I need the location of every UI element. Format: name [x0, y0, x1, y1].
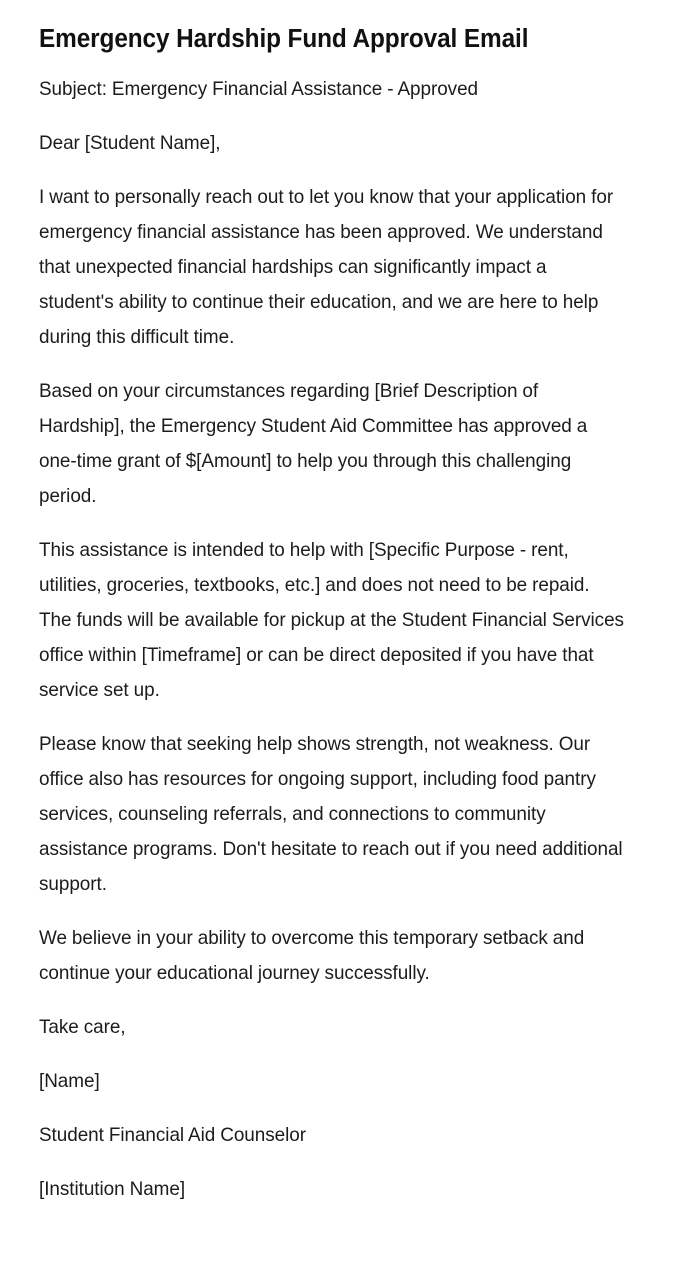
body-paragraph-1: I want to personally reach out to let you know that your application for emergency financial assistance has been approved. We understand that unexpected financial hardships can significantly impact a student's ability to continue their education, and we are here to help during this difficult time.	[39, 186, 614, 348]
signature-name: [Name]	[39, 1070, 100, 1092]
body-paragraph-4: Please know that seeking help shows strength, not weakness. Our office also has resources for ongoing support, including food pantry services, counseling referrals, and connections to community assistance programs. Don't hesitate to reach out if you need additional support.	[39, 733, 623, 895]
page-title: Emergency Hardship Fund Approval Email	[39, 25, 529, 53]
email-closing: Take care,	[39, 1016, 126, 1038]
body-paragraph-3: This assistance is intended to help with [Specific Purpose - rent, utilities, groceries, textbooks, etc.] and does not need to be repaid. The funds will be available for pickup at the Student Financial Services office within [Timeframe] or can be direct deposited if you have that service set up.	[39, 539, 624, 701]
email-subject-line: Subject: Emergency Financial Assistance - Approved	[39, 78, 479, 100]
body-paragraph-2: Based on your circumstances regarding [Brief Description of Hardship], the Emergency Student Aid Committee has approved a one-time grant of $[Amount] to help you through this challenging period.	[39, 380, 588, 507]
email-salutation: Dear [Student Name],	[39, 132, 221, 154]
signature-institution: [Institution Name]	[39, 1178, 186, 1200]
signature-role: Student Financial Aid Counselor	[39, 1124, 306, 1146]
body-paragraph-5: We believe in your ability to overcome this temporary setback and continue your educational journey successfully.	[39, 927, 585, 984]
